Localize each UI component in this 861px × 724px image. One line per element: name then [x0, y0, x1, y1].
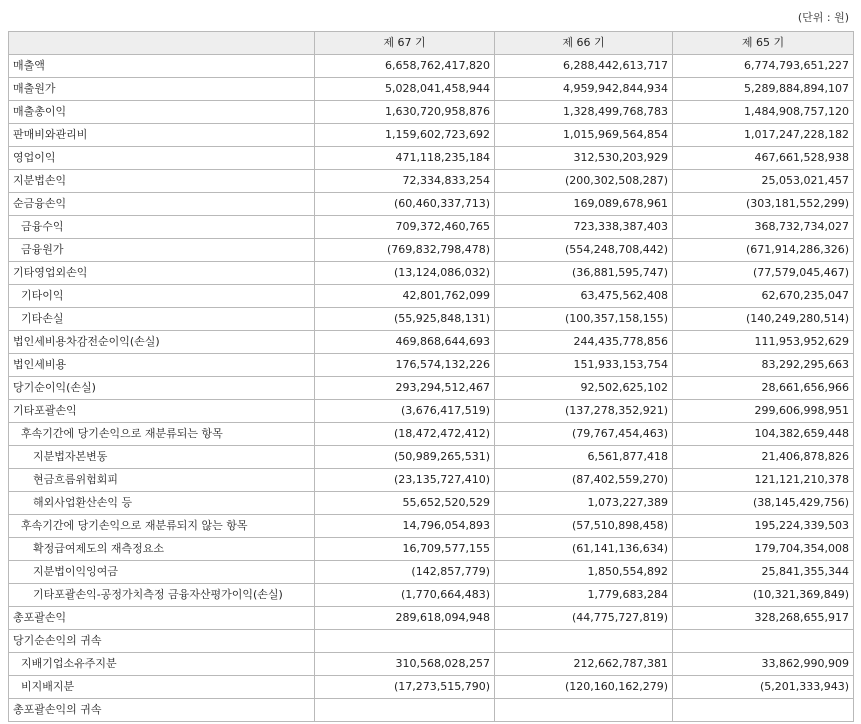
value-period-65: 368,732,734,027: [673, 216, 854, 239]
header-account: [9, 32, 315, 55]
table-row: [9, 354, 854, 377]
value-period-66: 169,089,678,961: [495, 193, 673, 216]
value-period-67: 42,801,762,099: [315, 285, 495, 308]
row-label: 금융수익: [9, 216, 315, 239]
value-period-67: 55,652,520,529: [315, 492, 495, 515]
value-period-65: 467,661,528,938: [673, 147, 854, 170]
value-period-66: (87,402,559,270): [495, 469, 673, 492]
row-label: 매출액: [9, 55, 315, 78]
row-label: 영업이익: [9, 147, 315, 170]
value-period-65: (77,579,045,467): [673, 262, 854, 285]
table-row: [9, 561, 854, 584]
table-header-row: [9, 32, 854, 55]
header-period-66: 제 66 기: [495, 32, 673, 55]
table-row: [9, 469, 854, 492]
row-label: 당기순이익(손실): [9, 377, 315, 400]
value-period-65: 21,406,878,826: [673, 446, 854, 469]
value-period-65: (140,249,280,514): [673, 308, 854, 331]
value-period-66: (137,278,352,921): [495, 400, 673, 423]
value-period-65: 195,224,339,503: [673, 515, 854, 538]
value-period-67: 293,294,512,467: [315, 377, 495, 400]
value-period-66: 723,338,387,403: [495, 216, 673, 239]
value-period-66: (44,775,727,819): [495, 607, 673, 630]
value-period-65: [673, 699, 854, 722]
value-period-65: 1,017,247,228,182: [673, 124, 854, 147]
value-period-67: 471,118,235,184: [315, 147, 495, 170]
value-period-67: 1,159,602,723,692: [315, 124, 495, 147]
value-period-66: (79,767,454,463): [495, 423, 673, 446]
value-period-66: (61,141,136,634): [495, 538, 673, 561]
value-period-65: 111,953,952,629: [673, 331, 854, 354]
value-period-67: (50,989,265,531): [315, 446, 495, 469]
value-period-65: (38,145,429,756): [673, 492, 854, 515]
row-label: 순금융손익: [9, 193, 315, 216]
value-period-67: (23,135,727,410): [315, 469, 495, 492]
table-row: [9, 216, 854, 239]
value-period-65: 299,606,998,951: [673, 400, 854, 423]
row-label: 금융원가: [9, 239, 315, 262]
table-row: [9, 492, 854, 515]
table-row: [9, 446, 854, 469]
value-period-66: 244,435,778,856: [495, 331, 673, 354]
value-period-65: 6,774,793,651,227: [673, 55, 854, 78]
row-label: 지분법손익: [9, 170, 315, 193]
value-period-67: (60,460,337,713): [315, 193, 495, 216]
value-period-65: (303,181,552,299): [673, 193, 854, 216]
value-period-66: (100,357,158,155): [495, 308, 673, 331]
row-label: 법인세비용차감전순이익(손실): [9, 331, 315, 354]
table-row: [9, 423, 854, 446]
value-period-67: (769,832,798,478): [315, 239, 495, 262]
value-period-67: (18,472,472,412): [315, 423, 495, 446]
table-row: [9, 630, 854, 653]
value-period-67: [315, 630, 495, 653]
row-label: 매출원가: [9, 78, 315, 101]
row-label: 지배기업소유주지분: [9, 653, 315, 676]
value-period-66: (36,881,595,747): [495, 262, 673, 285]
table-row: [9, 331, 854, 354]
value-period-66: 4,959,942,844,934: [495, 78, 673, 101]
value-period-65: 25,841,355,344: [673, 561, 854, 584]
value-period-65: 33,862,990,909: [673, 653, 854, 676]
value-period-67: 1,630,720,958,876: [315, 101, 495, 124]
value-period-66: [495, 699, 673, 722]
value-period-67: (17,273,515,790): [315, 676, 495, 699]
header-period-67: 제 67 기: [315, 32, 495, 55]
value-period-66: 6,288,442,613,717: [495, 55, 673, 78]
value-period-67: [315, 699, 495, 722]
table-row: [9, 607, 854, 630]
value-period-66: 1,850,554,892: [495, 561, 673, 584]
value-period-67: 6,658,762,417,820: [315, 55, 495, 78]
row-label: 매출총이익: [9, 101, 315, 124]
value-period-67: 5,028,041,458,944: [315, 78, 495, 101]
row-label: 법인세비용: [9, 354, 315, 377]
value-period-67: 176,574,132,226: [315, 354, 495, 377]
value-period-65: (10,321,369,849): [673, 584, 854, 607]
value-period-66: 1,073,227,389: [495, 492, 673, 515]
value-period-66: 312,530,203,929: [495, 147, 673, 170]
row-label: 비지배지분: [9, 676, 315, 699]
row-label: 지분법자본변동: [9, 446, 315, 469]
value-period-67: 709,372,460,765: [315, 216, 495, 239]
value-period-67: (13,124,086,032): [315, 262, 495, 285]
table-row: [9, 193, 854, 216]
table-row: [9, 239, 854, 262]
table-row: [9, 55, 854, 78]
value-period-65: 328,268,655,917: [673, 607, 854, 630]
table-row: [9, 101, 854, 124]
row-label: 판매비와관리비: [9, 124, 315, 147]
table-row: [9, 78, 854, 101]
value-period-67: 289,618,094,948: [315, 607, 495, 630]
value-period-66: (200,302,508,287): [495, 170, 673, 193]
value-period-66: 63,475,562,408: [495, 285, 673, 308]
table-body: [9, 55, 854, 722]
row-label: 지분법이익잉여금: [9, 561, 315, 584]
value-period-67: (1,770,664,483): [315, 584, 495, 607]
value-period-66: 1,779,683,284: [495, 584, 673, 607]
table-row: [9, 584, 854, 607]
value-period-67: (55,925,848,131): [315, 308, 495, 331]
income-statement-table: [8, 31, 854, 722]
table-row: [9, 377, 854, 400]
value-period-65: 83,292,295,663: [673, 354, 854, 377]
table-row: [9, 124, 854, 147]
row-label: 확정급여제도의 재측정요소: [9, 538, 315, 561]
value-period-65: 121,121,210,378: [673, 469, 854, 492]
row-label: 후속기간에 당기손익으로 재분류되는 항목: [9, 423, 315, 446]
value-period-65: 28,661,656,966: [673, 377, 854, 400]
row-label: 기타포괄손익-공정가치측정 금융자산평가이익(손실): [9, 584, 315, 607]
value-period-65: 62,670,235,047: [673, 285, 854, 308]
value-period-67: 469,868,644,693: [315, 331, 495, 354]
table-row: [9, 538, 854, 561]
value-period-66: 212,662,787,381: [495, 653, 673, 676]
header-period-65: 제 65 기: [673, 32, 854, 55]
row-label: 총포괄손익: [9, 607, 315, 630]
row-label: 당기순손익의 귀속: [9, 630, 315, 653]
table-row: [9, 147, 854, 170]
value-period-65: 179,704,354,008: [673, 538, 854, 561]
row-label: 기타손실: [9, 308, 315, 331]
table-row: [9, 400, 854, 423]
row-label: 기타이익: [9, 285, 315, 308]
value-period-65: 1,484,908,757,120: [673, 101, 854, 124]
value-period-65: [673, 630, 854, 653]
table-row: [9, 308, 854, 331]
value-period-66: 151,933,153,754: [495, 354, 673, 377]
row-label: 기타포괄손익: [9, 400, 315, 423]
value-period-67: (3,676,417,519): [315, 400, 495, 423]
value-period-65: 5,289,884,894,107: [673, 78, 854, 101]
table-row: [9, 653, 854, 676]
value-period-66: 6,561,877,418: [495, 446, 673, 469]
table-row: [9, 676, 854, 699]
value-period-65: (671,914,286,326): [673, 239, 854, 262]
value-period-65: (5,201,333,943): [673, 676, 854, 699]
value-period-65: 25,053,021,457: [673, 170, 854, 193]
table-row: [9, 262, 854, 285]
value-period-66: [495, 630, 673, 653]
value-period-66: 92,502,625,102: [495, 377, 673, 400]
row-label: 후속기간에 당기손익으로 재분류되지 않는 항목: [9, 515, 315, 538]
value-period-66: (554,248,708,442): [495, 239, 673, 262]
value-period-66: 1,328,499,768,783: [495, 101, 673, 124]
value-period-66: (57,510,898,458): [495, 515, 673, 538]
value-period-66: (120,160,162,279): [495, 676, 673, 699]
value-period-67: 14,796,054,893: [315, 515, 495, 538]
row-label: 해외사업환산손익 등: [9, 492, 315, 515]
table-row: [9, 170, 854, 193]
row-label: 기타영업외손익: [9, 262, 315, 285]
table-row: [9, 699, 854, 722]
row-label: 총포괄손익의 귀속: [9, 699, 315, 722]
row-label: 현금흐름위험회피: [9, 469, 315, 492]
value-period-67: (142,857,779): [315, 561, 495, 584]
value-period-67: 310,568,028,257: [315, 653, 495, 676]
table-row: [9, 515, 854, 538]
value-period-66: 1,015,969,564,854: [495, 124, 673, 147]
value-period-67: 16,709,577,155: [315, 538, 495, 561]
value-period-67: 72,334,833,254: [315, 170, 495, 193]
unit-label: (단위 : 원): [797, 11, 849, 24]
table-row: [9, 285, 854, 308]
value-period-65: 104,382,659,448: [673, 423, 854, 446]
